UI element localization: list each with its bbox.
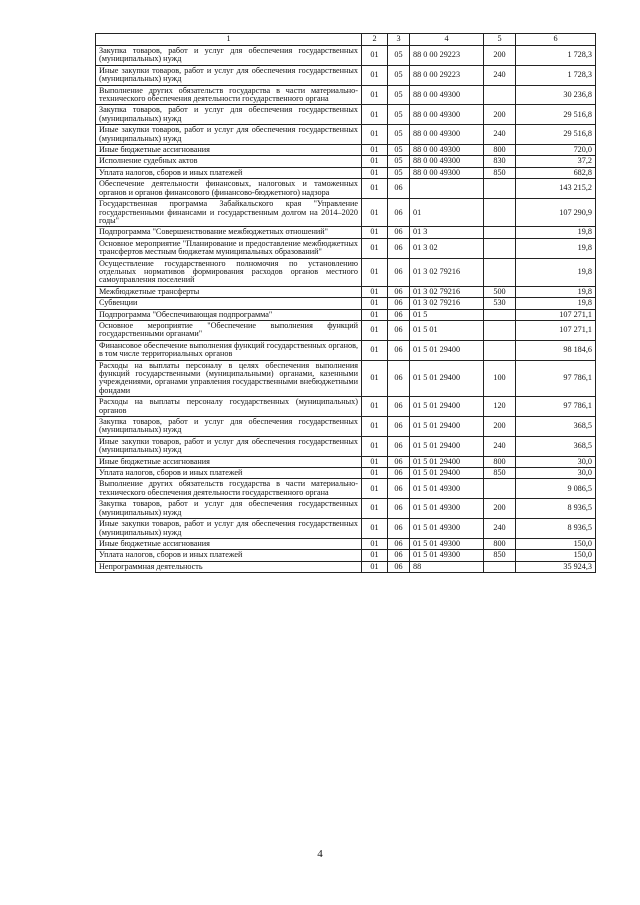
row-section: 01 (362, 105, 388, 125)
row-target-code: 88 0 00 49300 (410, 125, 484, 145)
row-name: Осуществление государственного полномочия по установлению отдельных нормативов формирования расходов органов местного самоуправления поселений (96, 258, 362, 286)
row-amount: 107 290,9 (516, 199, 596, 227)
row-expense-type: 850 (484, 167, 516, 178)
row-amount: 37,2 (516, 156, 596, 167)
row-amount: 30 236,8 (516, 85, 596, 105)
row-amount: 29 516,8 (516, 125, 596, 145)
row-section: 01 (362, 538, 388, 549)
row-name: Обеспечение деятельности финансовых, налоговых и таможенных органов и органов финансового (финансово-бюджетного) надзора (96, 179, 362, 199)
row-expense-type (484, 258, 516, 286)
header-col-5: 5 (484, 34, 516, 46)
row-name: Непрограммная деятельность (96, 561, 362, 572)
row-section: 01 (362, 519, 388, 539)
row-name: Подпрограмма "Обеспечивающая подпрограмма" (96, 309, 362, 320)
row-target-code (410, 179, 484, 199)
row-target-code: 01 5 01 29400 (410, 456, 484, 467)
row-target-code: 01 5 01 49300 (410, 499, 484, 519)
row-amount: 368,5 (516, 436, 596, 456)
row-expense-type (484, 199, 516, 227)
header-col-2: 2 (362, 34, 388, 46)
row-target-code: 88 0 00 29223 (410, 46, 484, 66)
row-expense-type: 800 (484, 456, 516, 467)
row-name: Государственная программа Забайкальского края "Управление государственными финансами и государственным долгом на 2014–2020 годы" (96, 199, 362, 227)
row-name: Иные закупки товаров, работ и услуг для обеспечения государственных (муниципальных) нужд (96, 125, 362, 145)
row-section: 01 (362, 320, 388, 340)
row-name: Финансовое обеспечение выполнения функций государственных органов, в том числе территориальных органов (96, 340, 362, 360)
table-row (96, 538, 596, 549)
row-amount: 19,8 (516, 258, 596, 286)
budget-table (95, 33, 596, 573)
row-subsection: 06 (388, 561, 410, 572)
row-amount: 150,0 (516, 538, 596, 549)
row-amount: 107 271,1 (516, 320, 596, 340)
row-target-code: 01 3 02 (410, 238, 484, 258)
row-subsection: 06 (388, 456, 410, 467)
row-section: 01 (362, 550, 388, 561)
row-amount: 30,0 (516, 468, 596, 479)
row-target-code: 01 5 01 29400 (410, 360, 484, 397)
row-subsection: 06 (388, 519, 410, 539)
row-section: 01 (362, 436, 388, 456)
table-row (96, 125, 596, 145)
row-expense-type: 200 (484, 105, 516, 125)
row-subsection: 05 (388, 46, 410, 66)
table-row (96, 550, 596, 561)
table-row (96, 167, 596, 178)
row-section: 01 (362, 561, 388, 572)
row-name: Выполнение других обязательств государства в части материально-технического обеспечения деятельности государственного органа (96, 479, 362, 499)
row-amount: 368,5 (516, 417, 596, 437)
row-subsection: 06 (388, 238, 410, 258)
row-section: 01 (362, 199, 388, 227)
row-section: 01 (362, 360, 388, 397)
table-body (96, 46, 596, 573)
row-target-code: 01 (410, 199, 484, 227)
row-amount: 19,8 (516, 238, 596, 258)
table-row (96, 436, 596, 456)
row-target-code: 01 5 01 29400 (410, 340, 484, 360)
row-section: 01 (362, 238, 388, 258)
row-name: Исполнение судебных актов (96, 156, 362, 167)
row-expense-type (484, 479, 516, 499)
row-expense-type (484, 179, 516, 199)
row-amount: 1 728,3 (516, 65, 596, 85)
row-subsection: 05 (388, 125, 410, 145)
row-subsection: 06 (388, 397, 410, 417)
row-expense-type (484, 227, 516, 238)
row-section: 01 (362, 397, 388, 417)
row-expense-type (484, 320, 516, 340)
row-target-code: 01 5 01 49300 (410, 479, 484, 499)
row-subsection: 06 (388, 179, 410, 199)
row-expense-type: 200 (484, 46, 516, 66)
row-name: Уплата налогов, сборов и иных платежей (96, 550, 362, 561)
row-target-code: 01 5 01 49300 (410, 550, 484, 561)
row-subsection: 06 (388, 550, 410, 561)
table-row (96, 360, 596, 397)
row-expense-type: 100 (484, 360, 516, 397)
row-name: Субвенции (96, 298, 362, 309)
row-expense-type (484, 85, 516, 105)
row-subsection: 05 (388, 167, 410, 178)
row-amount: 35 924,3 (516, 561, 596, 572)
page-number: 4 (317, 848, 323, 860)
row-section: 01 (362, 125, 388, 145)
row-subsection: 06 (388, 309, 410, 320)
row-section: 01 (362, 179, 388, 199)
row-name: Уплата налогов, сборов и иных платежей (96, 167, 362, 178)
row-subsection: 06 (388, 479, 410, 499)
row-section: 01 (362, 456, 388, 467)
row-section: 01 (362, 298, 388, 309)
row-section: 01 (362, 468, 388, 479)
row-target-code: 88 0 00 49300 (410, 156, 484, 167)
table-row (96, 105, 596, 125)
table-row (96, 85, 596, 105)
row-subsection: 06 (388, 340, 410, 360)
row-amount: 1 728,3 (516, 46, 596, 66)
row-section: 01 (362, 499, 388, 519)
row-name: Выполнение других обязательств государства в части материально-технического обеспечения деятельности государственного органа (96, 85, 362, 105)
row-amount: 107 271,1 (516, 309, 596, 320)
row-subsection: 06 (388, 499, 410, 519)
table-row (96, 340, 596, 360)
row-target-code: 01 5 01 29400 (410, 397, 484, 417)
row-expense-type: 800 (484, 145, 516, 156)
row-name: Подпрограмма "Совершенствование межбюджетных отношений" (96, 227, 362, 238)
row-name: Иные бюджетные ассигнования (96, 145, 362, 156)
row-section: 01 (362, 309, 388, 320)
row-amount: 9 086,5 (516, 479, 596, 499)
row-expense-type: 850 (484, 550, 516, 561)
row-name: Основное мероприятие "Обеспечение выполнения функций государственными органами" (96, 320, 362, 340)
row-target-code: 88 (410, 561, 484, 572)
row-name: Основное мероприятие "Планирование и предоставление межбюджетных трансфертов местным бюджетам муниципальных образований" (96, 238, 362, 258)
row-amount: 720,0 (516, 145, 596, 156)
table-row (96, 468, 596, 479)
row-section: 01 (362, 340, 388, 360)
row-amount: 8 936,5 (516, 499, 596, 519)
row-subsection: 06 (388, 360, 410, 397)
row-name: Иные закупки товаров, работ и услуг для обеспечения государственных (муниципальных) нужд (96, 519, 362, 539)
table-row (96, 298, 596, 309)
header-col-6: 6 (516, 34, 596, 46)
row-subsection: 06 (388, 468, 410, 479)
row-name: Закупка товаров, работ и услуг для обеспечения государственных (муниципальных) нужд (96, 46, 362, 66)
row-target-code: 01 5 01 49300 (410, 519, 484, 539)
row-subsection: 06 (388, 320, 410, 340)
table-row (96, 65, 596, 85)
row-name: Расходы на выплаты персоналу в целях обеспечения выполнения функций государственными (муниципальными) органами, казенными учреждениями, органами управления государственными внебюджетными фондами (96, 360, 362, 397)
row-section: 01 (362, 65, 388, 85)
row-target-code: 01 3 (410, 227, 484, 238)
row-amount: 8 936,5 (516, 519, 596, 539)
row-amount: 143 215,2 (516, 179, 596, 199)
row-subsection: 06 (388, 199, 410, 227)
row-amount: 97 786,1 (516, 360, 596, 397)
row-subsection: 06 (388, 538, 410, 549)
row-name: Закупка товаров, работ и услуг для обеспечения государственных (муниципальных) нужд (96, 417, 362, 437)
row-amount: 29 516,8 (516, 105, 596, 125)
row-section: 01 (362, 156, 388, 167)
row-expense-type: 800 (484, 538, 516, 549)
row-name: Иные закупки товаров, работ и услуг для обеспечения государственных (муниципальных) нужд (96, 436, 362, 456)
row-section: 01 (362, 227, 388, 238)
row-amount: 19,8 (516, 286, 596, 297)
row-target-code: 88 0 00 49300 (410, 167, 484, 178)
row-expense-type: 850 (484, 468, 516, 479)
row-expense-type: 240 (484, 519, 516, 539)
row-target-code: 01 3 02 79216 (410, 258, 484, 286)
row-subsection: 06 (388, 227, 410, 238)
row-expense-type: 530 (484, 298, 516, 309)
row-target-code: 01 5 01 29400 (410, 468, 484, 479)
row-subsection: 06 (388, 436, 410, 456)
row-section: 01 (362, 145, 388, 156)
row-expense-type: 120 (484, 397, 516, 417)
row-subsection: 05 (388, 105, 410, 125)
table-row (96, 199, 596, 227)
row-target-code: 01 3 02 79216 (410, 298, 484, 309)
table-row (96, 320, 596, 340)
row-target-code: 01 5 01 (410, 320, 484, 340)
row-amount: 98 184,6 (516, 340, 596, 360)
table-row (96, 417, 596, 437)
table-row (96, 145, 596, 156)
row-amount: 19,8 (516, 227, 596, 238)
header-col-4: 4 (410, 34, 484, 46)
header-row (96, 34, 596, 46)
table-row (96, 258, 596, 286)
table-row (96, 227, 596, 238)
table-row (96, 46, 596, 66)
row-target-code: 88 0 00 49300 (410, 105, 484, 125)
table-row (96, 397, 596, 417)
header-col-3: 3 (388, 34, 410, 46)
row-expense-type: 240 (484, 125, 516, 145)
row-section: 01 (362, 286, 388, 297)
row-amount: 30,0 (516, 456, 596, 467)
row-expense-type (484, 340, 516, 360)
row-expense-type: 200 (484, 417, 516, 437)
row-name: Иные закупки товаров, работ и услуг для обеспечения государственных (муниципальных) нужд (96, 65, 362, 85)
row-subsection: 06 (388, 286, 410, 297)
row-expense-type: 500 (484, 286, 516, 297)
table-row (96, 179, 596, 199)
row-target-code: 88 0 00 49300 (410, 145, 484, 156)
row-section: 01 (362, 46, 388, 66)
row-target-code: 01 5 01 49300 (410, 538, 484, 549)
row-target-code: 88 0 00 29223 (410, 65, 484, 85)
row-expense-type (484, 309, 516, 320)
row-subsection: 05 (388, 65, 410, 85)
table-row (96, 456, 596, 467)
table-row (96, 156, 596, 167)
table-row (96, 309, 596, 320)
table-header (96, 34, 596, 46)
row-section: 01 (362, 479, 388, 499)
table-row (96, 519, 596, 539)
row-subsection: 05 (388, 145, 410, 156)
row-section: 01 (362, 167, 388, 178)
row-expense-type: 240 (484, 436, 516, 456)
row-amount: 19,8 (516, 298, 596, 309)
row-expense-type (484, 561, 516, 572)
row-name: Закупка товаров, работ и услуг для обеспечения государственных (муниципальных) нужд (96, 499, 362, 519)
row-subsection: 05 (388, 85, 410, 105)
header-col-1: 1 (96, 34, 362, 46)
row-subsection: 06 (388, 417, 410, 437)
row-section: 01 (362, 85, 388, 105)
table-row (96, 561, 596, 572)
row-name: Иные бюджетные ассигнования (96, 456, 362, 467)
row-name: Уплата налогов, сборов и иных платежей (96, 468, 362, 479)
row-target-code: 01 5 01 29400 (410, 436, 484, 456)
row-name: Закупка товаров, работ и услуг для обеспечения государственных (муниципальных) нужд (96, 105, 362, 125)
row-section: 01 (362, 417, 388, 437)
row-expense-type: 200 (484, 499, 516, 519)
row-subsection: 06 (388, 258, 410, 286)
row-target-code: 01 3 02 79216 (410, 286, 484, 297)
row-expense-type (484, 238, 516, 258)
table-row (96, 479, 596, 499)
table-row (96, 286, 596, 297)
row-name: Иные бюджетные ассигнования (96, 538, 362, 549)
row-subsection: 06 (388, 298, 410, 309)
table-row (96, 238, 596, 258)
row-name: Межбюджетные трансферты (96, 286, 362, 297)
row-expense-type: 240 (484, 65, 516, 85)
row-section: 01 (362, 258, 388, 286)
row-amount: 150,0 (516, 550, 596, 561)
row-name: Расходы на выплаты персоналу государственных (муниципальных) органов (96, 397, 362, 417)
row-expense-type: 830 (484, 156, 516, 167)
table-row (96, 499, 596, 519)
row-amount: 682,8 (516, 167, 596, 178)
row-target-code: 88 0 00 49300 (410, 85, 484, 105)
row-amount: 97 786,1 (516, 397, 596, 417)
row-subsection: 05 (388, 156, 410, 167)
row-target-code: 01 5 01 29400 (410, 417, 484, 437)
row-target-code: 01 5 (410, 309, 484, 320)
